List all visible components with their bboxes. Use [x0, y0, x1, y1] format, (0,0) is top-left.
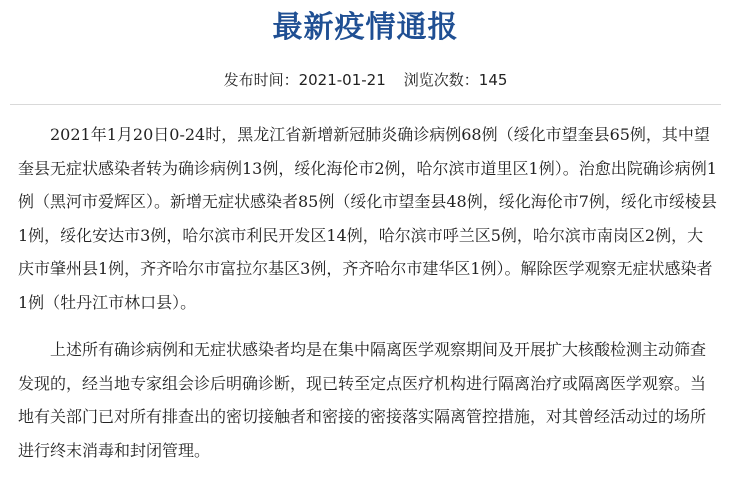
publish-time-label: 发布时间： — [223, 71, 299, 89]
publish-time-value: 2021-01-21 — [298, 71, 386, 89]
body-paragraph: 2021年1月20日0-24时，黑龙江省新增新冠肺炎确诊病例68例（绥化市望奎县65例，其中望奎县无症状感染者转为确诊病例13例，绥化海伦市2例，哈尔滨市道里区1例）。治愈出院确诊病例1例（黑河市爱辉区）。新增无症状感染者85例（绥化市望奎县48例，绥化海伦市7例，绥化市绥棱县1例，绥化安达市3例，哈尔滨市利民开发区14例，哈尔滨市呼兰区5例，哈尔滨市南岗区2例，大庆市肇州县1例，齐齐哈尔市富拉尔基区3例，齐齐哈尔市建华区1例）。解除医学观察无症状感染者1例（牡丹江市林口县）。 — [18, 125, 717, 312]
page-title: 最新疫情通报 — [272, 10, 459, 45]
view-count-label: 浏览次数： — [403, 71, 479, 89]
title-divider — [10, 104, 721, 105]
article-meta — [0, 68, 731, 92]
view-count-value: 145 — [478, 71, 508, 89]
body-paragraph: 上述所有确诊病例和无症状感染者均是在集中隔离医学观察期间及开展扩大核酸检测主动筛查发现的，经当地专家组会诊后明确诊断，现已转至定点医疗机构进行隔离治疗或隔离医学观察。当地有关部门已对所有排查出的密切接触者和密接的密接落实隔离管控措施，对其曾经活动过的场所进行终末消毒和封闭管理。 — [18, 340, 707, 460]
article-body — [18, 118, 718, 481]
